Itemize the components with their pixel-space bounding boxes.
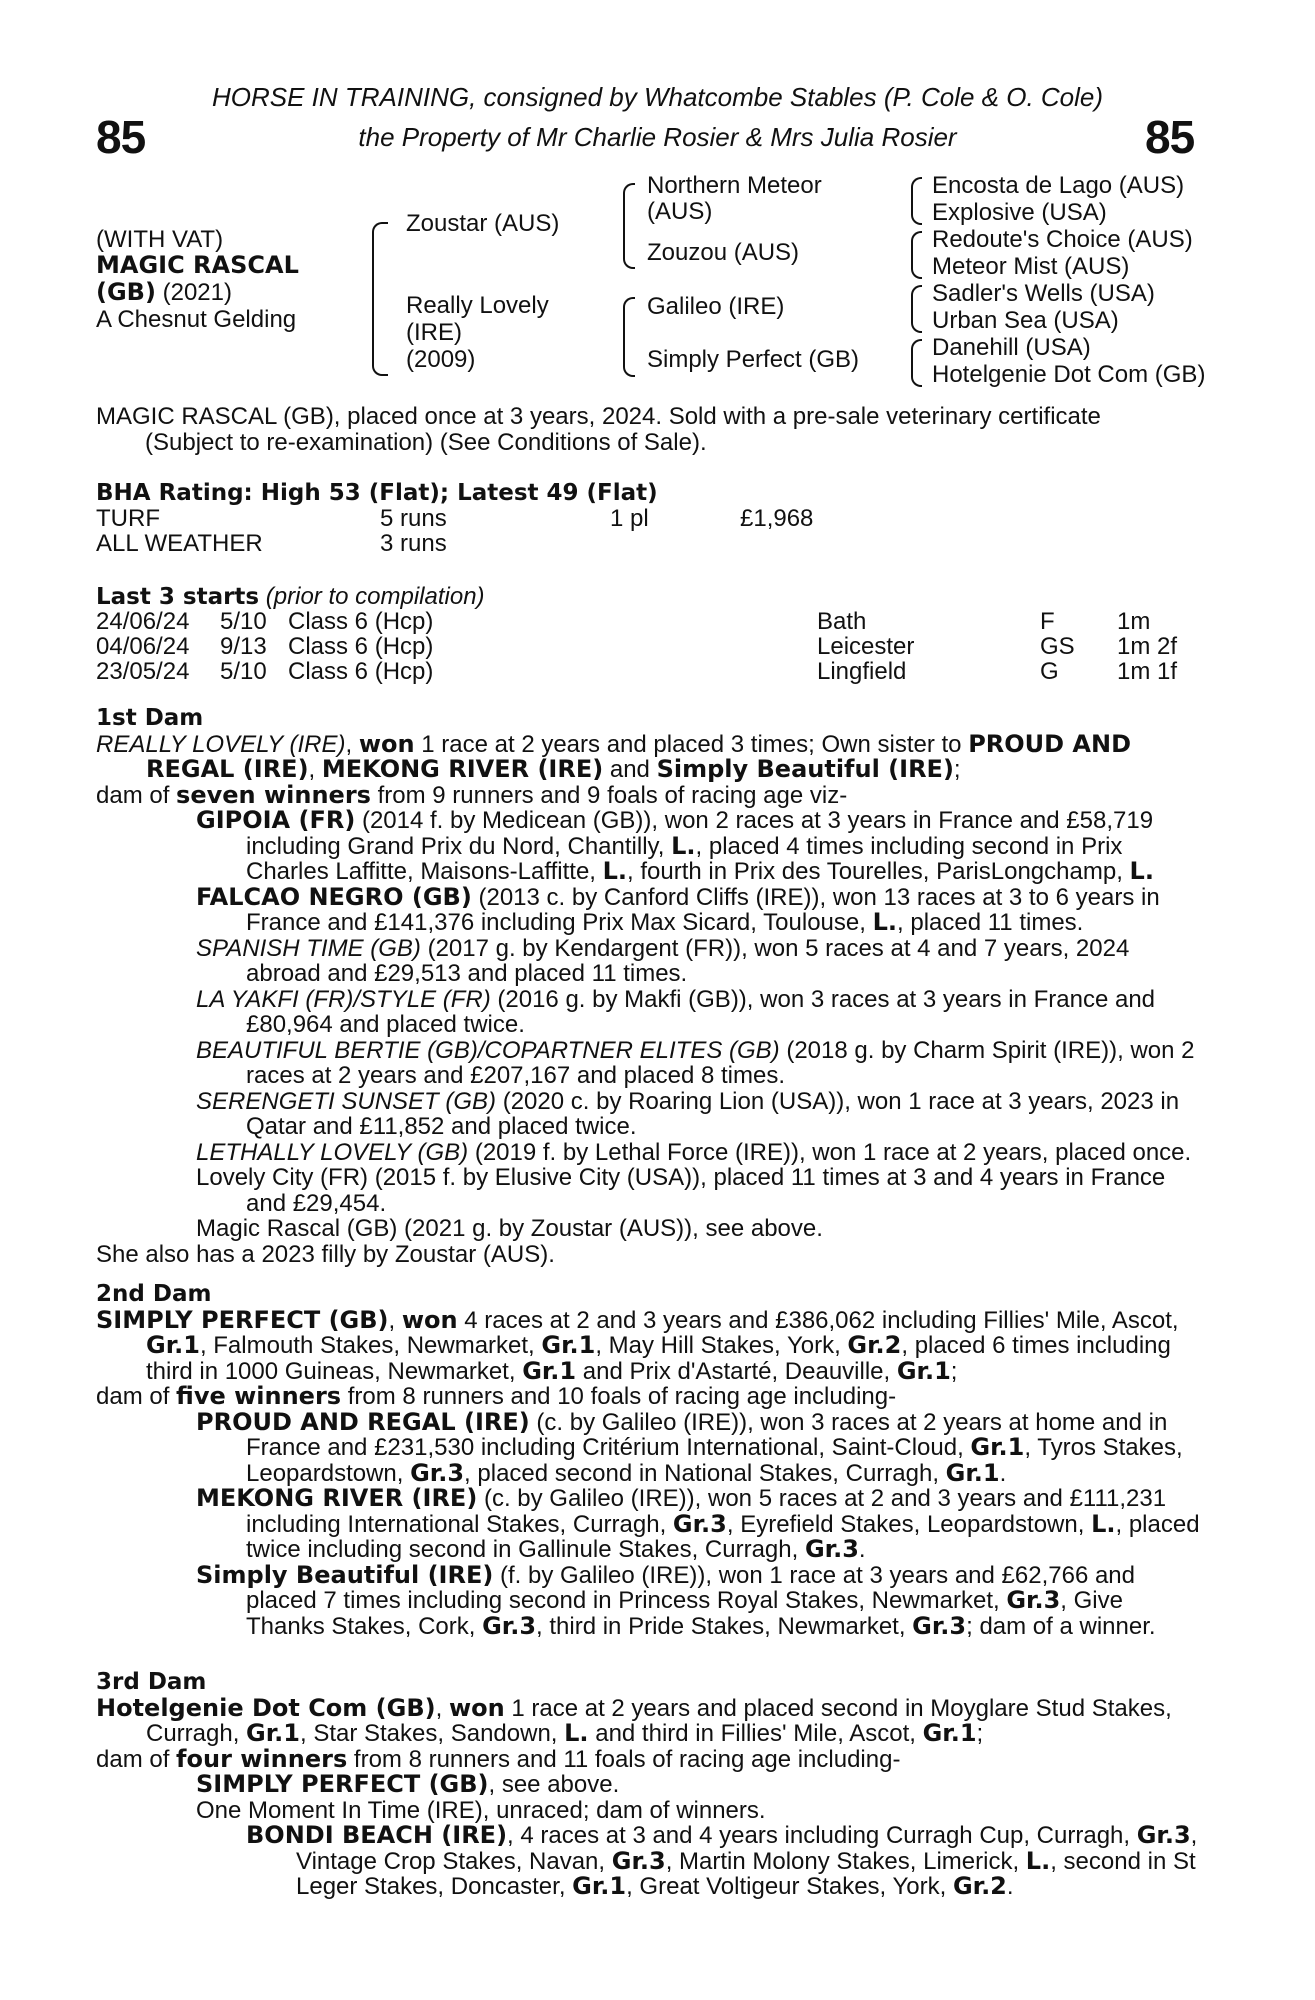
grade: Gr.3 — [1006, 1586, 1061, 1614]
foal-text: (2019 f. by Lethal Force (IRE)), won 1 race at 2 years, placed once. — [468, 1138, 1192, 1166]
starts-heading-line — [96, 583, 485, 611]
foal-text: , placed 4 times including second in Prix Charles Laffitte, Maisons-Laffitte, — [246, 832, 1123, 885]
intro-line2: (Subject to re-examination) (See Conditions of Sale). — [145, 429, 707, 456]
foal-text: (2017 g. by Kendargent (FR)), won 5 races at 4 and 7 years, 2024 abroad and £29,513 and placed 11 times. — [246, 934, 1130, 987]
grade: Gr.3 — [1136, 1821, 1191, 1849]
foal-text: (2020 c. by Roaring Lion (USA)), won 1 race at 3 years, 2023 in Qatar and £11,852 and placed twice. — [246, 1087, 1180, 1140]
text: and Prix d'Astarté, Deauville, — [576, 1357, 897, 1385]
foal-text: (2013 c. by Canford Cliffs (IRE)), won 13 races at 3 to 6 years in France and £141,376 including Prix Max Sicard, Toulouse, — [246, 883, 1160, 936]
sibling-simply-beautiful: Simply Beautiful (IRE) — [656, 755, 954, 783]
foal-serengeti-sunset — [96, 1089, 1206, 1140]
start-dist-2: 1m 2f — [1117, 633, 1178, 660]
pedigree-brace-g1 — [911, 177, 922, 225]
ped-sire-sire-line1: Northern Meteor — [647, 172, 822, 199]
dam-of: dam of — [96, 1383, 177, 1410]
text: , second in St Leger Stakes, Doncaster, — [296, 1847, 1196, 1900]
second-dam-paragraph: SIMPLY PERFECT (GB), won 4 races at 2 and 3 years and £386,062 including Fillies' Mile, Ascot, Gr.1, Falmouth Stakes, Newmarket, Gr.1, May Hill Stakes, York, Gr.2, placed 6 times including third in 1000 Guineas, Newmarket, Gr.1 and Prix d'Astarté, Deauville, Gr.1; — [96, 1305, 1179, 1385]
ped-g1: Encosta de Lago (AUS) — [932, 172, 1185, 199]
text: and third in Fillies' Mile, Ascot, — [588, 1720, 923, 1747]
ped-dam-line3: (2009) — [406, 346, 476, 373]
grade: Gr.2 — [952, 1872, 1007, 1900]
foal-text: (2015 f. by Elusive City (USA)), placed 11 times at 3 and 4 years in France and £29,454. — [246, 1164, 1166, 1217]
start-class-3: Class 6 (Hcp) — [288, 658, 434, 685]
third-dam-heading: 3rd Dam — [96, 1669, 207, 1695]
rating-runs-turf: 5 runs — [380, 505, 447, 532]
rating-heading: BHA Rating: High 53 (Flat); Latest 49 (Flat) — [96, 480, 658, 506]
text: , Give Thanks Stakes, Cork, — [246, 1587, 1123, 1640]
ped-sire-dam: Zouzou (AUS) — [647, 239, 800, 266]
pedigree-brace-sire — [623, 183, 635, 269]
text: , see above. — [488, 1771, 620, 1798]
text: , placed twice including second in Gallinule Stakes, Curragh, — [246, 1510, 1200, 1563]
foal-mekong-river — [96, 1486, 1206, 1563]
grade: Gr.3 — [482, 1611, 537, 1640]
text: ; — [976, 1720, 984, 1747]
first-dam-also: She also has a 2023 filly by Zoustar (AUS). — [96, 1240, 555, 1268]
start-course-3: Lingfield — [817, 658, 907, 685]
text: , Eyrefield Stakes, Leopardstown, — [726, 1510, 1092, 1538]
start-class-2: Class 6 (Hcp) — [288, 633, 434, 660]
grade: L. — [564, 1719, 589, 1747]
second-dam-heading: 2nd Dam — [96, 1281, 212, 1307]
grade: Gr.1 — [945, 1458, 1000, 1487]
start-pos-2: 9/13 — [220, 633, 267, 660]
pedigree-brace-dam — [623, 297, 635, 377]
grade: Gr.3 — [672, 1509, 727, 1538]
foal-name: Simply Beautiful (IRE) — [196, 1560, 494, 1589]
foal-name: GIPOIA (FR) — [196, 806, 356, 834]
grade: Gr.1 — [522, 1356, 577, 1385]
text: ; — [950, 1357, 958, 1385]
third-dam-produce-line — [96, 1744, 1206, 1773]
start-date-2: 04/06/24 — [96, 633, 190, 660]
grade: L. — [602, 857, 628, 885]
intro-line1: MAGIC RASCAL (GB), placed once at 3 years, 2024. Sold with a pre-sale veterinary certificate — [96, 403, 1101, 430]
sep-and: and — [603, 756, 657, 783]
foal-falcao-negro — [96, 882, 1206, 936]
ped-g5: Sadler's Wells (USA) — [932, 280, 1155, 307]
pedigree-brace-g4 — [911, 339, 922, 387]
grade: L. — [872, 908, 898, 936]
dam-of: dam of — [96, 781, 177, 809]
pedigree-brace-main — [372, 222, 388, 376]
start-class-1: Class 6 (Hcp) — [288, 608, 434, 635]
third-dam-paragraph: Hotelgenie Dot Com (GB), won 1 race at 2 years and placed second in Moyglare Stud Stakes, Curragh, Gr.1, Star Stakes, Sandown, L. and third in Fillies' Mile, Ascot, Gr.1; — [96, 1693, 1172, 1747]
text: , Tyros Stakes, Leopardstown, — [246, 1434, 1183, 1487]
sep-semi: ; — [953, 756, 961, 783]
ped-dam-line2: (IRE) — [406, 319, 462, 346]
third-dam-section — [96, 1670, 1206, 1900]
start-course-1: Bath — [817, 608, 867, 635]
text: . — [1006, 1873, 1014, 1900]
text: , 4 races at 3 and 4 years including Curragh Cup, Curragh, — [507, 1822, 1137, 1849]
ped-g7: Danehill (USA) — [932, 334, 1091, 361]
grade: Gr.1 — [970, 1433, 1025, 1461]
sibling-mekong-river: MEKONG RIVER (IRE) — [321, 755, 604, 783]
text: , Vintage Crop Stakes, Navan, — [296, 1822, 1198, 1875]
foal-name: SIMPLY PERFECT (GB) — [196, 1770, 489, 1798]
grade: Gr.1 — [246, 1719, 300, 1747]
horse-name-line — [96, 252, 299, 279]
text: , Martin Molony Stakes, Limerick, — [665, 1847, 1026, 1875]
foal-name: SERENGETI SUNSET (GB) — [196, 1087, 497, 1115]
foal-text: (2021 g. by Zoustar (AUS)), see above. — [397, 1215, 823, 1242]
foal-simply-beautiful — [96, 1560, 1206, 1640]
text: ; dam of a winner. — [966, 1612, 1156, 1640]
text: 4 races at 2 and 3 years and £386,062 including Fillies' Mile, Ascot, — [457, 1306, 1179, 1334]
grade: Gr.3 — [611, 1846, 666, 1875]
grade: L. — [671, 831, 696, 860]
grade: L. — [1091, 1509, 1116, 1538]
first-dam-name: REALLY LOVELY (IRE) — [96, 730, 346, 758]
ped-g2: Explosive (USA) — [932, 199, 1107, 226]
foal-lethally-lovely — [96, 1140, 1206, 1166]
start-course-2: Leicester — [817, 633, 915, 660]
ped-sire-sire-line2: (AUS) — [647, 198, 713, 225]
text: , May Hill Stakes, York, — [595, 1332, 848, 1359]
foal-simply-perfect — [96, 1772, 1206, 1798]
grade: Gr.1 — [896, 1356, 951, 1385]
first-dam-section — [96, 706, 1206, 1267]
text: , Falmouth Stakes, Newmarket, — [199, 1332, 542, 1359]
rating-surface-aw: ALL WEATHER — [96, 530, 263, 557]
first-dam-paragraph: REALLY LOVELY (IRE), won 1 race at 2 years and placed 3 times; Own sister to PROUD AND REGAL (IRE), MEKONG RIVER (IRE) and Simply Beautiful (IRE); — [96, 729, 1132, 783]
foal-name: LA YAKFI (FR)/STYLE (FR) — [196, 985, 491, 1013]
text: (c. by Galileo (IRE)), won 3 races at 2 years at home and in France and £231,530 including Critérium International, Saint-Cloud, — [246, 1408, 1168, 1461]
second-dam-name: SIMPLY PERFECT (GB) — [96, 1305, 389, 1334]
first-dam-produce-line — [96, 780, 1206, 809]
foal-spanish-time — [96, 936, 1206, 987]
text: , Star Stakes, Sandown, — [299, 1720, 565, 1747]
grade: L. — [1025, 1846, 1051, 1875]
foal-text: , fourth in Prix des Tourelles, ParisLongchamp, — [627, 858, 1130, 885]
text: , placed second in National Stakes, Curragh, — [464, 1459, 946, 1487]
text: (c. by Galileo (IRE)), won 5 races at 2 and 3 years and £111,231 including International Stakes, Curragh, — [246, 1485, 1167, 1538]
grade: Gr.3 — [410, 1458, 465, 1487]
foal-text: , placed 11 times. — [897, 909, 1084, 936]
start-pos-1: 5/10 — [220, 608, 267, 635]
text: , Great Voltigeur Stakes, York, — [626, 1873, 953, 1900]
grade: Gr.2 — [847, 1331, 902, 1359]
third-dam-winners: four winners — [176, 1744, 348, 1773]
foal-name: PROUD AND REGAL (IRE) — [196, 1407, 530, 1436]
grade: Gr.3 — [912, 1611, 967, 1640]
second-dam-won: won — [401, 1305, 458, 1334]
start-going-3: G — [1040, 658, 1059, 685]
foal-la-yakfi — [96, 987, 1206, 1038]
pedigree-brace-g3 — [911, 285, 922, 333]
horse-name: MAGIC RASCAL — [96, 251, 299, 279]
ped-dam-dam: Simply Perfect (GB) — [647, 346, 860, 373]
first-dam-won: won — [358, 729, 415, 758]
first-dam-winners: seven winners — [176, 780, 371, 809]
grade: Gr.1 — [922, 1719, 977, 1747]
grade: Gr.1 — [146, 1331, 200, 1359]
foal-gipoia — [96, 808, 1206, 885]
rating-placed-turf: 1 pl — [610, 505, 649, 532]
sibling-proud-and-regal: PROUD AND REGAL (IRE) — [146, 729, 1132, 783]
start-going-2: GS — [1040, 633, 1075, 660]
foal-name: MEKONG RIVER (IRE) — [196, 1484, 478, 1512]
grade: Gr.1 — [572, 1872, 627, 1900]
third-dam-won: won — [448, 1693, 505, 1722]
lot-number-left: 85 — [96, 111, 146, 163]
horse-year: (2021) — [162, 279, 232, 306]
text: , placed 6 times including third in 1000 Guineas, Newmarket, — [146, 1332, 1171, 1385]
ped-dam-sire: Galileo (IRE) — [647, 293, 785, 320]
second-dam-runners: from 8 runners and 10 foals of racing age including- — [341, 1383, 897, 1410]
third-dam-name: Hotelgenie Dot Com (GB) — [96, 1693, 436, 1722]
start-dist-3: 1m 1f — [1117, 658, 1178, 685]
text: (f. by Galileo (IRE)), won 1 race at 3 years and £62,766 and placed 7 times including second in Princess Royal Stakes, Newmarket, — [246, 1561, 1135, 1614]
start-date-3: 23/05/24 — [96, 658, 190, 685]
sep: , — [308, 756, 322, 783]
text: . — [858, 1536, 866, 1563]
ped-g8: Hotelgenie Dot Com (GB) — [932, 361, 1206, 388]
horse-description: A Chesnut Gelding — [96, 306, 297, 333]
rating-surface-turf: TURF — [96, 505, 160, 532]
vat-label: (WITH VAT) — [96, 226, 224, 253]
horse-country-line — [96, 279, 232, 306]
foal-name: FALCAO NEGRO (GB) — [196, 882, 472, 911]
foal-beautiful-bertie — [96, 1038, 1206, 1089]
first-dam-heading: 1st Dam — [96, 705, 204, 731]
dam-of: dam of — [96, 1745, 177, 1773]
foal-magic-rascal — [96, 1216, 1206, 1242]
consignment-line: HORSE IN TRAINING, consigned by Whatcombe Stables (P. Cole & O. Cole) — [211, 82, 1104, 112]
start-going-1: F — [1040, 608, 1055, 635]
ped-g4: Meteor Mist (AUS) — [932, 253, 1130, 280]
text: , third in Pride Stakes, Newmarket, — [536, 1612, 913, 1640]
foal-name: BEAUTIFUL BERTIE (GB)/COPARTNER ELITES (GB) — [196, 1036, 780, 1064]
start-pos-3: 5/10 — [220, 658, 267, 685]
start-date-1: 24/06/24 — [96, 608, 190, 635]
grade: L. — [1129, 857, 1154, 885]
grade: Gr.1 — [541, 1331, 596, 1359]
third-dam-runners: from 8 runners and 11 foals of racing age including- — [347, 1745, 901, 1773]
rating-earnings-turf: £1,968 — [740, 505, 814, 532]
start-dist-1: 1m — [1117, 608, 1151, 635]
foal-lovely-city — [96, 1165, 1206, 1216]
ped-g3: Redoute's Choice (AUS) — [932, 226, 1193, 253]
foal-text: (2016 g. by Makfi (GB)), won 3 races at 3 years in France and £80,964 and placed twice. — [246, 985, 1156, 1038]
first-dam-runners: from 9 runners and 9 foals of racing age viz- — [370, 781, 848, 809]
text: 1 race at 2 years and placed second in Moyglare Stud Stakes, Curragh, — [146, 1694, 1172, 1747]
foal-proud-and-regal — [96, 1407, 1206, 1487]
foal-name: BONDI BEACH (IRE) — [246, 1821, 508, 1849]
foal-name: Magic Rascal (GB) — [196, 1215, 398, 1242]
foal-text: (2018 g. by Charm Spirit (IRE)), won 2 races at 2 years and £207,167 and placed 8 times. — [246, 1036, 1195, 1089]
ped-sire: Zoustar (AUS) — [406, 210, 560, 237]
property-line: the Property of Mr Charlie Rosier & Mrs Julia Rosier — [358, 122, 957, 152]
grade: Gr.3 — [804, 1535, 859, 1563]
horse-country: (GB) — [96, 278, 156, 306]
starts-heading: Last 3 starts — [96, 584, 260, 610]
foal-text: (2014 f. by Medicean (GB)), won 2 races at 3 years in France and £58,719 including Grand Prix du Nord, Chantilly, — [246, 807, 1154, 860]
foal-name: SPANISH TIME (GB) — [196, 934, 421, 962]
grandfoal-bondi-beach — [96, 1823, 1206, 1900]
lot-number-right: 85 — [1145, 111, 1195, 163]
rating-runs-aw: 3 runs — [380, 530, 447, 557]
ped-g6: Urban Sea (USA) — [932, 307, 1119, 334]
foal-one-moment-in-time: One Moment In Time (IRE), unraced; dam of winners. — [196, 1796, 766, 1824]
ped-dam-line1: Really Lovely — [406, 292, 549, 319]
starts-note: (prior to compilation) — [265, 583, 485, 610]
text: . — [999, 1459, 1007, 1487]
foal-name: Lovely City (FR) — [196, 1164, 369, 1191]
second-dam-winners: five winners — [176, 1382, 342, 1410]
second-dam-produce-line — [96, 1384, 1206, 1410]
second-dam-section — [96, 1282, 1206, 1639]
first-dam-text: 1 race at 2 years and placed 3 times; Own sister to — [414, 730, 969, 758]
foal-name: LETHALLY LOVELY (GB) — [196, 1138, 469, 1166]
pedigree-brace-g2 — [911, 231, 922, 279]
